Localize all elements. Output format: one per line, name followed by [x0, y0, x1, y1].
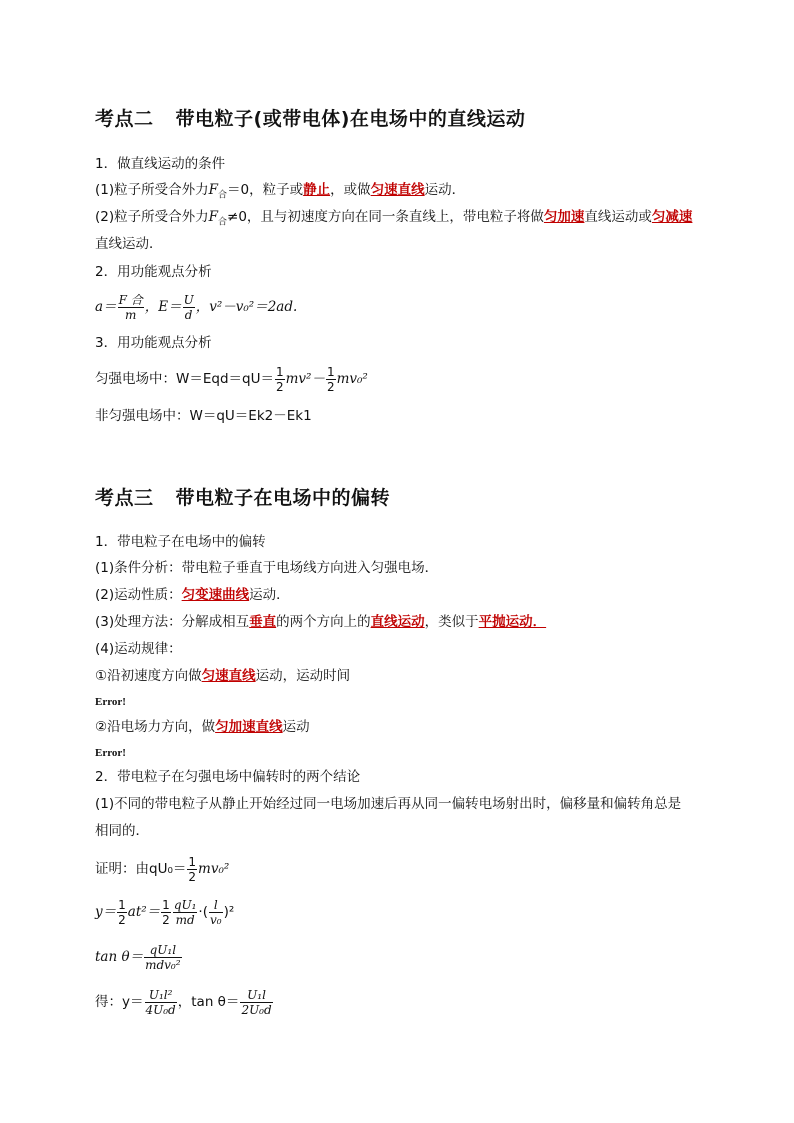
- fraction: [209, 898, 223, 927]
- keyword-uniform-linear: 匀速直线: [370, 182, 425, 198]
- fraction-numerator: U₁l: [240, 988, 272, 1003]
- s3-conclusion-1: (1)不同的带电粒子从静止开始经过同一电场加速后再从同一偏转电场射出时，偏移量和偏转角总是: [95, 796, 682, 812]
- p2-a: y＝: [95, 904, 117, 920]
- s3-l6-a: ②沿电场力方向，做: [95, 719, 216, 735]
- error-text-2: Error!: [95, 747, 126, 759]
- fraction: [145, 988, 177, 1017]
- s3-line-1: (1)条件分析：带电粒子垂直于电场线方向进入匀强电场．: [95, 560, 439, 576]
- s2-l1-text-b: ＝0，粒子或: [227, 182, 304, 198]
- keyword-projectile: 平抛运动．: [478, 614, 547, 630]
- s2-formula-1: [95, 290, 297, 324]
- f2-b: mv²－: [285, 371, 325, 387]
- s2-line-2-cont: 直线运动．: [95, 236, 163, 252]
- s3-proof-1: [95, 852, 229, 886]
- keyword-uniform-variable-curve: 匀变速曲线: [181, 587, 250, 603]
- s3-proof-3: [95, 940, 183, 974]
- keyword-linear-motion: 直线运动: [370, 614, 425, 630]
- fraction-numerator: 1: [118, 897, 126, 912]
- fraction-denominator: 2: [188, 869, 197, 884]
- fraction-numerator: 1: [188, 854, 197, 869]
- p2-b: at²＝: [127, 904, 161, 920]
- s2-l2-text-c: 直线运动或: [584, 209, 652, 225]
- keyword-uniform-decel: 匀减速: [651, 209, 693, 225]
- fraction-denominator: 4U₀d: [145, 1002, 176, 1017]
- fraction: [144, 943, 181, 972]
- fraction: [118, 293, 144, 322]
- p4-a: 得：y＝: [95, 994, 144, 1010]
- s2-l1-sub: 合: [218, 190, 228, 201]
- s2-l2-sub: 合: [218, 217, 228, 228]
- fraction: [275, 365, 285, 394]
- p2-c: ·(: [198, 904, 208, 920]
- f1-b: ，E＝: [144, 299, 182, 315]
- fraction: [117, 898, 127, 927]
- fraction-denominator: 2: [326, 379, 335, 394]
- f2-c: mv₀²: [336, 371, 368, 387]
- fraction-numerator: F 合: [118, 293, 143, 307]
- p1-b: mv₀²: [198, 861, 230, 877]
- keyword-uniform-linear-2: 匀速直线: [201, 668, 256, 684]
- s3-line-2: [95, 585, 290, 605]
- s3-l3-a: (3)处理方法：分解成相互: [95, 614, 250, 630]
- section-2-heading: 带电粒子(或带电体)在电场中的直线运动: [175, 108, 526, 130]
- s2-l1-text-a: (1)粒子所受合外力: [95, 182, 209, 198]
- fraction-numerator: l: [209, 898, 223, 913]
- s3-l5-b: 运动，运动时间: [255, 668, 351, 684]
- fraction-numerator: U₁l²: [145, 988, 177, 1003]
- fraction: [173, 898, 198, 927]
- error-text-1: Error!: [95, 696, 126, 708]
- s2-l2-F: F: [208, 209, 218, 225]
- fraction-denominator: d: [184, 308, 193, 322]
- s2-l1-text-c: ，或做: [330, 182, 371, 198]
- fraction: [161, 898, 171, 927]
- fraction-numerator: 1: [275, 364, 284, 379]
- s3-line-6: [95, 717, 310, 737]
- fraction-denominator: md: [175, 912, 195, 927]
- s3-conclusion-1-cont: 相同的．: [95, 823, 149, 839]
- section-3-label: 考点三: [95, 487, 154, 509]
- fraction-denominator: 2: [275, 379, 284, 394]
- s3-l3-b: 的两个方向上的: [276, 614, 371, 630]
- fraction-denominator: 2: [162, 912, 170, 927]
- f1-c: ，v²－v₀²＝2ad.: [195, 299, 298, 315]
- fraction-denominator: 2U₀d: [241, 1002, 272, 1017]
- p3-a: tan θ＝: [95, 949, 144, 965]
- s2-heading-2: 2．用功能观点分析: [95, 264, 212, 280]
- section-3-title: [95, 483, 390, 510]
- fraction: [240, 988, 272, 1017]
- fraction-denominator: v₀: [209, 912, 222, 927]
- s2-l1-F: F: [208, 182, 218, 198]
- s3-l6-b: 运动: [282, 719, 310, 735]
- keyword-uniform-accel: 匀加速: [543, 209, 585, 225]
- s3-heading-1: 1．带电粒子在电场中的偏转: [95, 534, 266, 550]
- s2-line-2: [95, 207, 692, 233]
- fraction-denominator: mdv₀²: [145, 957, 181, 972]
- p4-b: ，tan θ＝: [177, 994, 240, 1010]
- s2-l2-text-a: (2)粒子所受合外力: [95, 209, 209, 225]
- s3-proof-2: [95, 895, 234, 929]
- fraction-numerator: 1: [326, 364, 335, 379]
- section-2-title: [95, 104, 525, 131]
- fraction: [183, 293, 195, 322]
- fraction-numerator: qU₁l: [144, 943, 181, 958]
- s3-result: [95, 985, 274, 1019]
- keyword-perpendicular: 垂直: [249, 614, 277, 630]
- section-3-heading: 带电粒子在电场中的偏转: [175, 487, 391, 509]
- p2-e: )²: [223, 904, 235, 920]
- s3-l3-c: ，类似于: [424, 614, 479, 630]
- p1-a: 证明：由qU₀＝: [95, 861, 187, 877]
- s3-line-5: [95, 666, 350, 686]
- fraction: [326, 365, 336, 394]
- fraction-numerator: 1: [162, 897, 170, 912]
- s2-l1-text-d: 运动．: [424, 182, 466, 198]
- fraction: [187, 855, 197, 884]
- s2-line-1: [95, 180, 465, 206]
- fraction-denominator: m: [124, 308, 137, 322]
- keyword-static: 静止: [303, 182, 331, 198]
- s3-line-3: [95, 612, 546, 632]
- section-2-label: 考点二: [95, 108, 154, 130]
- s3-l2-a: (2)运动性质：: [95, 587, 182, 603]
- s3-heading-2: 2．带电粒子在匀强电场中偏转时的两个结论: [95, 769, 361, 785]
- s2-formula-2: [95, 362, 368, 396]
- s3-l2-b: 运动．: [249, 587, 290, 603]
- s3-l5-a: ①沿初速度方向做: [95, 668, 202, 684]
- s2-heading-3: 3．用功能观点分析: [95, 335, 212, 351]
- fraction-numerator: qU₁: [173, 897, 197, 912]
- s3-line-4: (4)运动规律：: [95, 641, 182, 657]
- s2-heading-1: 1．做直线运动的条件: [95, 156, 226, 172]
- fraction-denominator: 2: [118, 912, 126, 927]
- f1-a: a＝: [95, 299, 117, 315]
- s2-formula-3: 非匀强电场中：W＝qU＝Ek2－Ek1: [95, 408, 312, 424]
- fraction-numerator: U: [183, 293, 194, 307]
- s2-l2-text-b: ≠0，且与初速度方向在同一条直线上，带电粒子将做: [227, 209, 544, 225]
- keyword-uniform-accel-linear: 匀加速直线: [215, 719, 283, 735]
- f2-a: 匀强电场中：W＝Eqd＝qU＝: [95, 371, 274, 387]
